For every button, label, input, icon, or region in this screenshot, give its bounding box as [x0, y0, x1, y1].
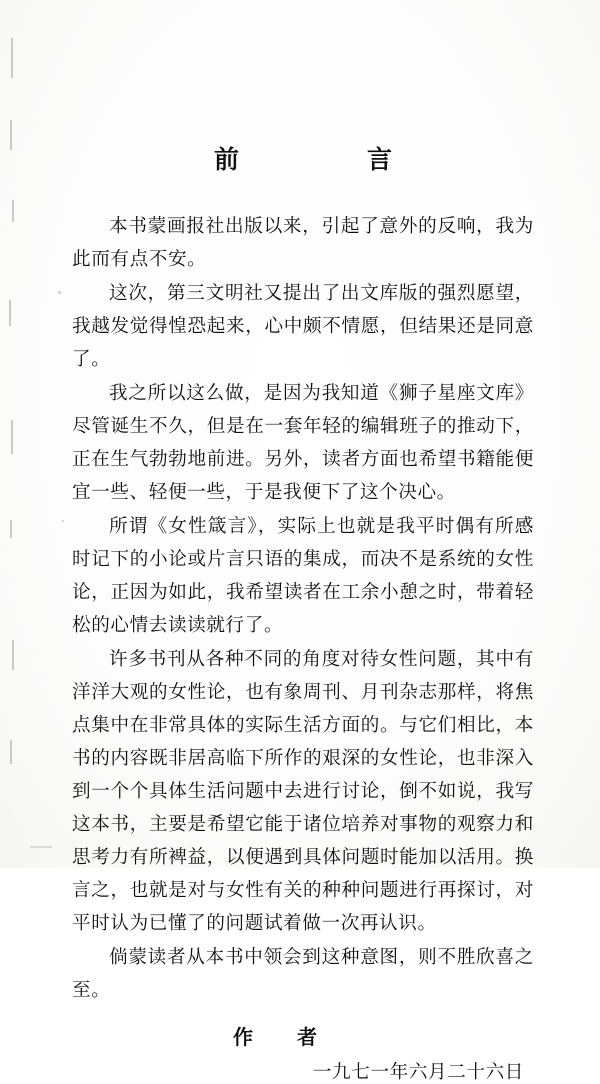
date-line: 一九七一年六月二十六日 [312, 1062, 524, 1083]
scan-artifact [10, 740, 12, 764]
paragraph: 许多书刊从各种不同的角度对待女性问题，其中有洋洋大观的女性论，也有象周刊、月刊杂志那样，将焦点集中在非常具体的实际生活方面的。与它们相比，本书的内容既非居高临下所作的艰深的女性论，也非深入到一个个具体生活问题中去进行讨论，倒不如说，我写这本书，主要是希望它能于诸位培养对事物的观察力和思考力有所裨益，以便遇到具体问题时能加以活用。换言之，也就是对与女性有关的种种问题进行再探讨，对平时认为已懂了的问题试着做一次再认识。 [72, 649, 534, 934]
paragraph: 所谓《女性箴言》，实际上也就是我平时偶有所感时记下的小论或片言只语的集成，而决不是系统的女性论，正因为如此，我希望读者在工余小憩之时，带着轻松的心情去读读就行了。 [72, 516, 534, 636]
paragraph: 倘蒙读者从本书中领会到这种意图，则不胜欣喜之至。 [72, 947, 534, 1001]
scan-artifact [12, 200, 14, 222]
author-signature: 作 者 [233, 1025, 329, 1049]
scan-artifact [12, 640, 14, 670]
scan-artifact [10, 120, 12, 150]
scan-artifact [10, 520, 12, 538]
scan-artifact [30, 846, 52, 848]
scan-artifact [62, 520, 64, 522]
paragraph: 本书蒙画报社出版以来，引起了意外的反响，我为此而有点不安。 [72, 216, 534, 270]
page-title: 前 言 [213, 145, 418, 174]
scan-artifact [9, 300, 11, 326]
paragraph: 这次，第三文明社又提出了出文库版的强烈愿望，我越发觉得惶恐起来，心中颇不情愿，但结果还是同意了。 [72, 283, 534, 370]
page-content [72, 0, 534, 1084]
scan-artifact [58, 291, 61, 294]
scan-artifact [11, 38, 13, 78]
scan-artifact [11, 420, 13, 454]
paragraph: 我之所以这么做，是因为我知道《狮子星座文库》尽管诞生不久，但是在一套年轻的编辑班子的推动下，正在生气勃勃地前进。另外，读者方面也希望书籍能便宜一些、轻便一些，于是我便下了这个决心。 [72, 383, 534, 503]
